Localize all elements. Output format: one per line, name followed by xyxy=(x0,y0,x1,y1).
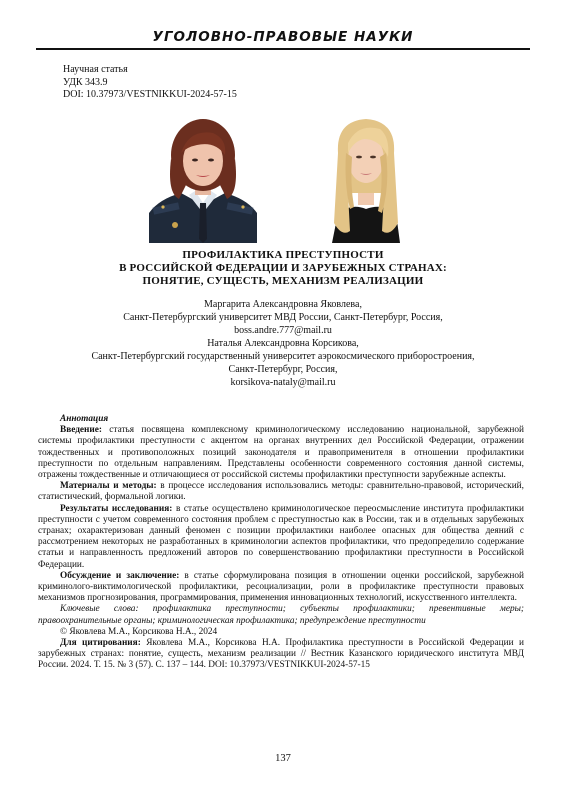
article-meta xyxy=(63,64,237,102)
section-title: УГОЛОВНО-ПРАВОВЫЕ НАУКИ xyxy=(152,29,414,45)
doi: DOI: 10.37973/VESTNIKKUI-2024-57-15 xyxy=(63,89,237,100)
title-line-1: ПРОФИЛАКТИКА ПРЕСТУПНОСТИ xyxy=(182,249,384,261)
title-line-2: В РОССИЙСКОЙ ФЕДЕРАЦИИ И ЗАРУБЕЖНЫХ СТРАНАХ: xyxy=(119,262,447,274)
abstract-results: Результаты исследования: в статье осуществлено криминологическое переосмысление института профилактики преступности с учетом современного состояния проблем с преступностью как в России, так и в отдельных зарубежных странах; охарактеризован данный феномен с позиции профилактики наиболее опасных для общества деяний с рассмотрением некоторых не разработанных в криминологии аспектов профилактики, что предопределило содержание статьи и направленность предложений авторов по совершенствованию профилактики преступности в Российской Федерации. xyxy=(38,503,524,570)
abstract xyxy=(38,414,524,672)
udk-code: УДК 343.9 xyxy=(63,76,108,88)
article-title xyxy=(60,249,506,288)
author-1-affiliation: Санкт-Петербургский университет МВД России, Санкт-Петербург, Россия, xyxy=(123,312,443,323)
page-number: 137 xyxy=(275,753,291,764)
citation: Для цитирования: Яковлева М.А., Корсикова Н.А. Профилактика преступности в Российской Федерации и зарубежных странах: понятие, сущесть, механизм реализации // Вестник Казанского юридического института МВД России. 2024. Т. 15. № 3 (57). С. 137 – 144. DOI: 10.37973/VESTNIKKUI-2024-57-15 xyxy=(38,638,524,671)
title-line-3: ПОНЯТИЕ, СУЩЕСТЬ, МЕХАНИЗМ РЕАЛИЗАЦИИ xyxy=(142,275,424,287)
abstract-introduction: Введение: статья посвящена комплексному криминологическому исследованию национальной, зарубежной системы профилактики преступности с акцентом на органах внутренних дел Российской Федерации, отражении тождественных и противоположных позиций законодателя и правоприменителя в отношении профилактики преступности по отдельным направлениям. Представлены особенности современного состояния данной системы, отражены тождественные и отличающиеся от российской системы профилактики преступности зарубежные аспекты. xyxy=(38,425,524,481)
author-photo-2 xyxy=(318,113,414,243)
copyright: © Яковлева М.А., Корсикова Н.А., 2024 xyxy=(60,626,218,637)
author-photo-1 xyxy=(149,113,257,243)
abstract-methods: Материалы и методы: в процессе исследования использовались методы: сравнительно-правовой, исторический, статистический, формальной логики. xyxy=(38,481,524,503)
author-2-email[interactable]: korsikova-nataly@mail.ru xyxy=(230,377,336,388)
section-header xyxy=(36,24,530,50)
author-2-affiliation: Санкт-Петербургский государственный университет аэрокосмического приборостроения, xyxy=(91,351,475,362)
keywords: Ключевые слова: профилактика преступности; субъекты профилактики; превентивные меры; правоохранительные органы; криминологическая профилактика; предупреждение преступности xyxy=(38,604,524,626)
author-2-city: Санкт-Петербург, Россия, xyxy=(228,364,338,375)
article-type: Научная статья xyxy=(63,64,128,75)
abstract-discussion: Обсуждение и заключение: в статье сформулирована позиция в отношении оценки российской, зарубежной криминолого-виктимологической профилактики, ресоциализации, роли в профилактике преступности правовых механизмов прогнозирования, программирования, применения инновационных технологий, искусственного интеллекта. xyxy=(38,570,524,604)
author-1-name: Маргарита Александровна Яковлева, xyxy=(204,299,362,310)
abstract-heading: Аннотация xyxy=(60,414,109,424)
header-divider xyxy=(36,48,530,50)
author-1-email[interactable]: boss.andre.777@mail.ru xyxy=(234,325,332,336)
author-2-name: Наталья Александровна Корсикова, xyxy=(207,338,359,349)
author-block xyxy=(60,298,506,389)
